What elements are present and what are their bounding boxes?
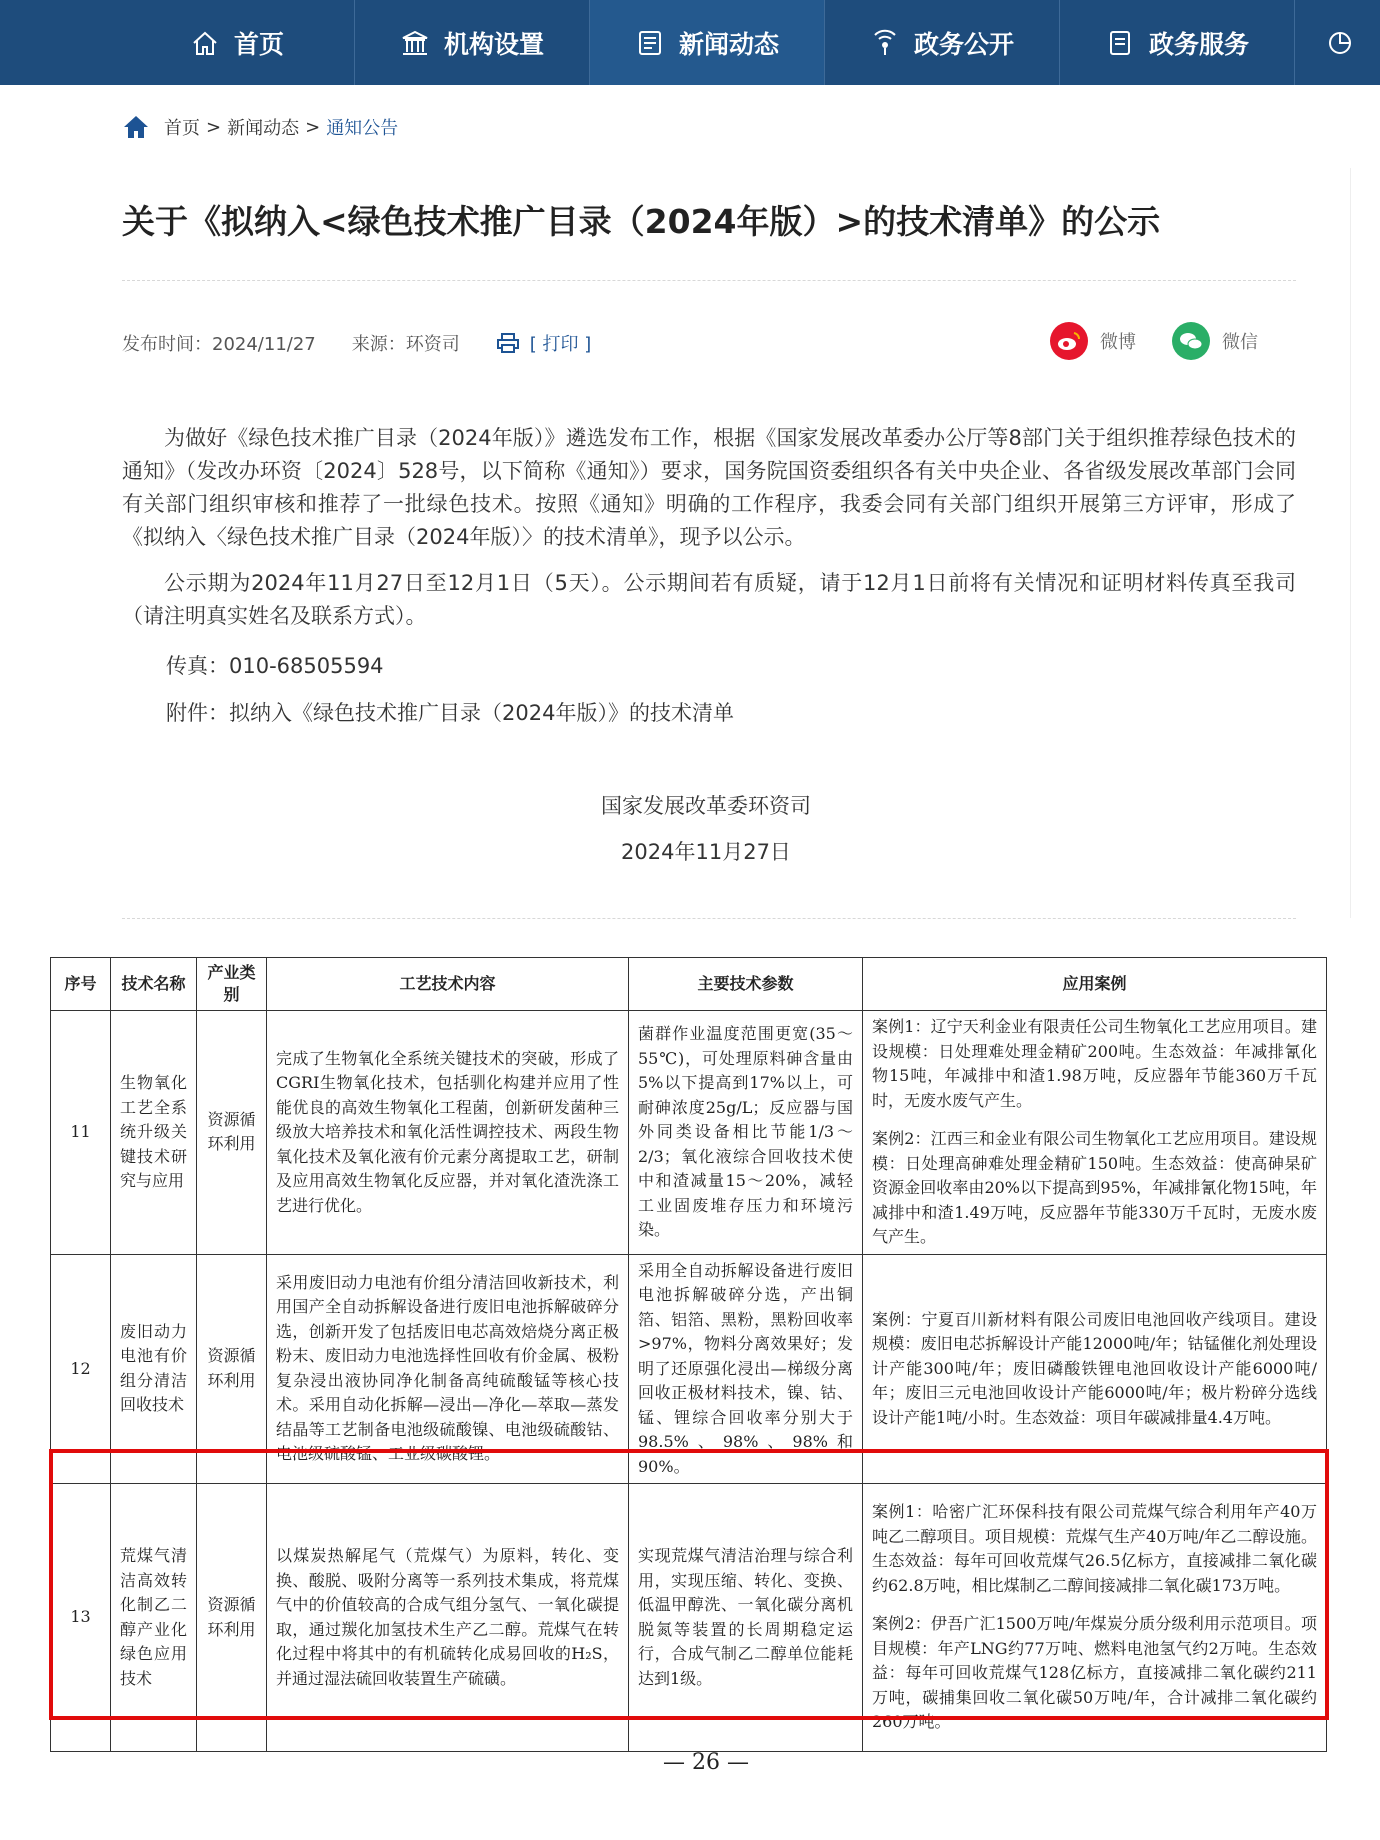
home-icon	[190, 28, 220, 58]
nav-item-gov-open[interactable]: 政务公开	[825, 0, 1060, 85]
cell-category: 资源循环利用	[197, 1484, 267, 1752]
nav-item-gov-service[interactable]: 政务服务	[1060, 0, 1295, 85]
cell-category: 资源循环利用	[197, 1011, 267, 1255]
cell-no: 11	[51, 1011, 111, 1255]
case-text: 案例1：辽宁天利金业有限责任公司生物氧化工艺应用项目。建设规模：日处理难处理金精矿200吨。生态效益：年减排氰化物15吨，年减排中和渣1.98万吨，反应器年节能360万千瓦时，无废水废气产生。	[872, 1017, 1317, 1110]
article-paragraph-2: 公示期为2024年11月27日至12月1日（5天）。公示期间若有质疑，请于12月1日前将有关情况和证明材料传真至我司（请注明真实姓名及联系方式）。	[122, 571, 1296, 628]
nav-item-institution[interactable]: 机构设置	[355, 0, 590, 85]
case-text: 案例2：伊吾广汇1500万吨/年煤炭分质分级利用示范项目。项目规模：年产LNG约77万吨、燃料电池氢气约2万吨。生态效益：每年可回收荒煤气128亿标方，直接减排二氧化碳约211万吨，碳捕集回收二氧化碳50万吨/年，合计减排二氧化碳约260万吨。	[872, 1614, 1317, 1732]
home-icon	[122, 114, 150, 140]
cell-name: 荒煤气清洁高效转化制乙二醇产业化绿色应用技术	[111, 1484, 197, 1752]
source: 来源：环资司	[351, 334, 460, 355]
nav-item-home[interactable]: 首页	[0, 0, 355, 85]
wechat-icon	[1172, 322, 1210, 360]
breadcrumb-sep: >	[305, 116, 321, 138]
cell-params: 采用全自动拆解设备进行废旧电池拆解破碎分选，产出铜箔、铝箔、黑粉，黑粉回收率>97%，物料分离效果好；发明了还原强化浸出—梯级分离回收正极材料技术，镍、钴、锰、锂综合回收率分别大于98.5%、98%、98%和90%。	[629, 1254, 863, 1484]
cell-process: 完成了生物氧化全系统关键技术的突破，形成了CGRI生物氧化技术，包括驯化构建并应用了性能优良的高效生物氧化工程菌，创新研发菌种三级放大培养技术和氧化活性调控技术、两段生物氧化技术及氧化液有价元素分离提取工艺，研制及应用高效生物氧化反应器，并对氧化渣洗涤工艺进行优化。	[267, 1011, 629, 1255]
top-nav	[0, 0, 1380, 85]
cell-params: 实现荒煤气清洁治理与综合利用，实现压缩、转化、变换、低温甲醇洗、一氧化碳分离机脱氮等装置的长周期稳定运行，合成气制乙二醇单位能耗达到1级。	[629, 1484, 863, 1752]
case-text: 案例2：江西三和金业有限公司生物氧化工艺应用项目。建设规模：日处理高砷难处理金精矿150吨。生态效益：使高砷杲矿资源金回收率由20%以下提高到95%，年减排氰化物15吨，年减排中和渣1.49万吨，反应器年节能330万千瓦时，无废水废气产生。	[872, 1129, 1317, 1246]
publish-time: 发布时间：2024/11/27	[122, 334, 316, 355]
nav-item-more[interactable]	[1295, 0, 1380, 85]
header-cases: 应用案例	[863, 958, 1327, 1011]
cell-no: 13	[51, 1484, 111, 1752]
share-weibo[interactable]: 微博	[1050, 322, 1136, 360]
weibo-icon	[1050, 322, 1088, 360]
printer-icon	[496, 332, 520, 354]
header-no: 序号	[51, 958, 111, 1011]
breadcrumb-home[interactable]: 首页	[164, 118, 200, 139]
service-icon	[1105, 28, 1135, 58]
highlight-box	[49, 1449, 1329, 1720]
breadcrumb-sep: >	[206, 116, 222, 138]
cell-name: 废旧动力电池有价组分清洁回收技术	[111, 1254, 197, 1484]
share-wechat[interactable]: 微信	[1172, 322, 1258, 360]
case-text: 案例1：哈密广汇环保科技有限公司荒煤气综合利用年产40万吨乙二醇项目。项目规模：荒煤气生产40万吨/年乙二醇设施。生态效益：每年可回收荒煤气26.5亿标方，直接减排二氧化碳约62.8万吨，相比煤制乙二醇间接减排二氧化碳173万吨。	[872, 1502, 1317, 1595]
fax-line: 传真：010-68505594	[166, 654, 384, 678]
article-meta	[122, 330, 627, 356]
page-title: 关于《拟纳入<绿色技术推广目录（2024年版）>的技术清单》的公示	[122, 202, 1161, 241]
cell-name: 生物氧化工艺全系统升级关键技术研究与应用	[111, 1011, 197, 1255]
cell-process: 采用废旧动力电池有价组分清洁回收新技术，利用国产全自动拆解设备进行废旧电池拆解破碎分选，创新开发了包括废旧电芯高效焙烧分离正极粉末、废旧动力电池选择性回收有价金属、极粉复杂浸出液协同净化制备高纯硫酸锰等核心技术。采用自动化拆解—浸出—净化—萃取—蒸发结晶等工艺制备电池级硫酸镍、电池级硫酸钴、电池级硫酸锰、工业级碳酸锂。	[267, 1254, 629, 1484]
attachment-line[interactable]: 附件：拟纳入《绿色技术推广目录（2024年版）》的技术清单	[166, 701, 734, 725]
table-row	[51, 1011, 1327, 1255]
divider	[122, 280, 1296, 281]
page-number: — 26 —	[663, 1750, 749, 1775]
cell-process: 以煤炭热解尾气（荒煤气）为原料，转化、变换、酸脱、吸附分离等一系列技术集成，将荒煤气中的价值较高的合成气组分氢气、一氧化碳提取，通过羰化加氢技术生产乙二醇。荒煤气在转化过程中将其中的有机硫转化成易回收的H₂S，并通过湿法硫回收装置生产硫磺。	[267, 1484, 629, 1752]
news-icon	[635, 28, 665, 58]
sign-date: 2024年11月27日	[621, 840, 791, 864]
cell-category: 资源循环利用	[197, 1254, 267, 1484]
broadcast-icon	[870, 28, 900, 58]
article-paragraph-1: 为做好《绿色技术推广目录（2024年版）》遴选发布工作，根据《国家发展改革委办公厅等8部门关于组织推荐绿色技术的通知》（发改办环资〔2024〕528号，以下简称《通知》）要求，国务院国资委组织各有关中央企业、各省级发展改革部门会同有关部门组织审核和推荐了一批绿色技术。按照《通知》明确的工作程序，我委会同有关部门组织开展第三方评审，形成了《拟纳入〈绿色技术推广目录（2024年版）〉的技术清单》，现予以公示。	[122, 426, 1296, 549]
pie-chart-icon	[1325, 28, 1355, 58]
breadcrumb-news[interactable]: 新闻动态	[227, 118, 300, 139]
breadcrumb-current[interactable]: 通知公告	[326, 118, 399, 139]
breadcrumb	[122, 114, 398, 140]
header-params: 主要技术参数	[629, 958, 863, 1011]
header-name: 技术名称	[111, 958, 197, 1011]
cell-params: 菌群作业温度范围更宽(35～55℃)，可处理原料砷含量由5%以下提高到17%以上，可耐砷浓度25g/L；反应器与国外同类设备相比节能1/3～2/3；氧化液综合回收技术使中和渣减量15～20%，减轻工业固废堆存压力和环境污染。	[629, 1011, 863, 1255]
header-category: 产业类别	[197, 958, 267, 1011]
cell-cases	[863, 1011, 1327, 1255]
signature: 国家发展改革委环资司	[601, 794, 811, 818]
nav-item-news[interactable]: 新闻动态	[590, 0, 825, 85]
cell-no: 12	[51, 1254, 111, 1484]
divider	[122, 918, 1296, 919]
table-header-row	[51, 958, 1327, 1011]
print-link[interactable]: [ 打印 ]	[496, 330, 628, 356]
header-process: 工艺技术内容	[267, 958, 629, 1011]
right-sidebar-edge	[1350, 168, 1380, 918]
case-text: 案例：宁夏百川新材料有限公司废旧电池回收产线项目。建设规模：废旧电芯拆解设计产能12000吨/年；钴锰催化剂处理设计产能300吨/年；废旧磷酸铁锂电池回收设计产能6000吨/年；废旧三元电池回收设计产能6000吨/年；极片粉碎分选线设计产能1吨/小时。生态效益：项目年碳减排量4.4万吨。	[872, 1309, 1317, 1427]
institution-icon	[400, 28, 430, 58]
